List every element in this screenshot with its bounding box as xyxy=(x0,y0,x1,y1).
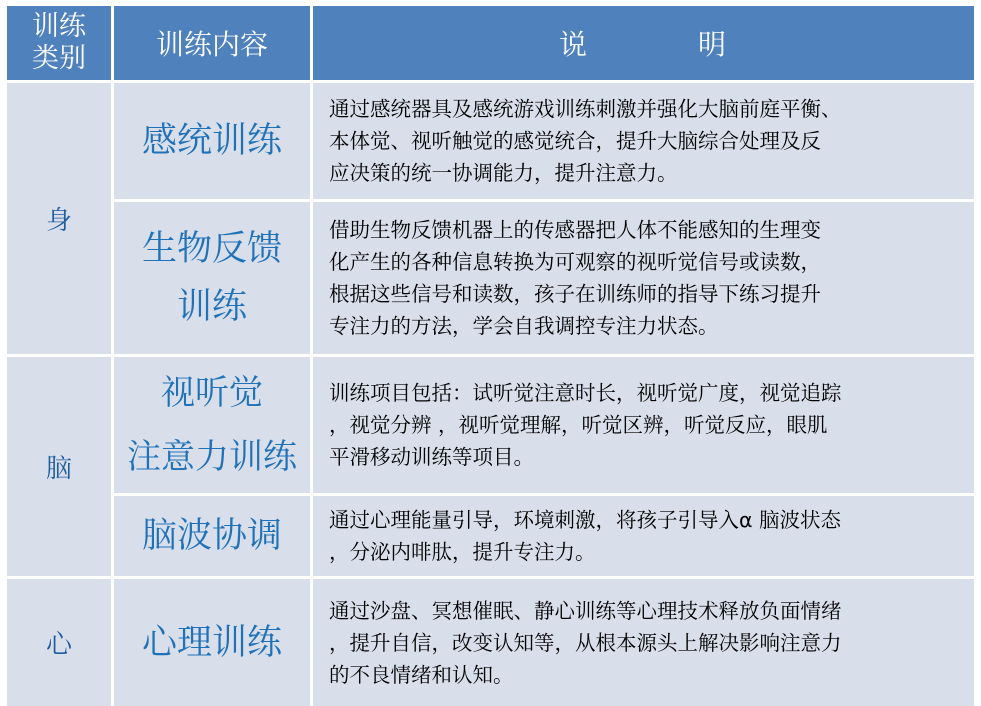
header-category-label: 训练 类别 xyxy=(32,11,86,74)
training-content-label: 生物反馈 训练 xyxy=(141,229,282,327)
content-cell xyxy=(114,579,310,706)
header-description-label: 说 明 xyxy=(558,28,728,61)
training-table xyxy=(7,6,968,698)
training-content-label: 视听觉 注意力训练 xyxy=(127,373,297,477)
training-description-text: 通过感统器具及感统游戏训练刺激并强化大脑前庭平衡、 本体觉、视听触觉的感觉统合，提升大脑综合处理及反 应决策的统一协调能力，提升注意力。 xyxy=(329,97,842,185)
description-cell xyxy=(313,83,974,199)
header-category-cell xyxy=(7,6,111,80)
content-cell xyxy=(114,496,310,576)
category-cell-brain xyxy=(7,357,111,576)
category-label: 脑 xyxy=(45,454,72,484)
content-cell xyxy=(114,357,310,493)
category-cell-mind xyxy=(7,579,111,706)
header-description-cell xyxy=(313,6,974,80)
training-description-text: 借助生物反馈机器上的传感器把人体不能感知的生理变 化产生的各种信息转换为可观察的视听觉信号或读数， 根据这些信号和读数，孩子在训练师的指导下练习提升 专注力的方法，学会自我调控专注力状态。 xyxy=(329,218,821,338)
content-cell xyxy=(114,202,310,354)
category-label: 心 xyxy=(45,630,72,660)
description-cell xyxy=(313,496,974,576)
header-content-cell xyxy=(114,6,310,80)
training-description-text: 通过沙盘、冥想催眠、静心训练等心理技术释放负面情绪 ，提升自信，改变认知等，从根本源头上解决影响注意力 的不良情绪和认知。 xyxy=(329,598,842,687)
training-content-label: 脑波协调 xyxy=(141,516,282,556)
description-cell xyxy=(313,579,974,706)
training-description-text: 训练项目包括：试听觉注意时长，视听觉广度，视觉追踪 ，视觉分辨 ，视听觉理解，听觉区辨，听觉反应，眼肌 平滑移动训练等项目。 xyxy=(329,381,842,469)
description-cell xyxy=(313,357,974,493)
training-description-text: 通过心理能量引导，环境刺激，将孩子引导入α 脑波状态 ，分泌内啡肽，提升专注力。 xyxy=(329,508,842,564)
content-cell xyxy=(114,83,310,199)
training-content-label: 心理训练 xyxy=(141,622,282,663)
description-cell xyxy=(313,202,974,354)
header-content-label: 训练内容 xyxy=(155,28,268,61)
category-cell-body xyxy=(7,83,111,354)
training-content-label: 感统训练 xyxy=(141,121,282,161)
category-label: 身 xyxy=(45,206,72,236)
